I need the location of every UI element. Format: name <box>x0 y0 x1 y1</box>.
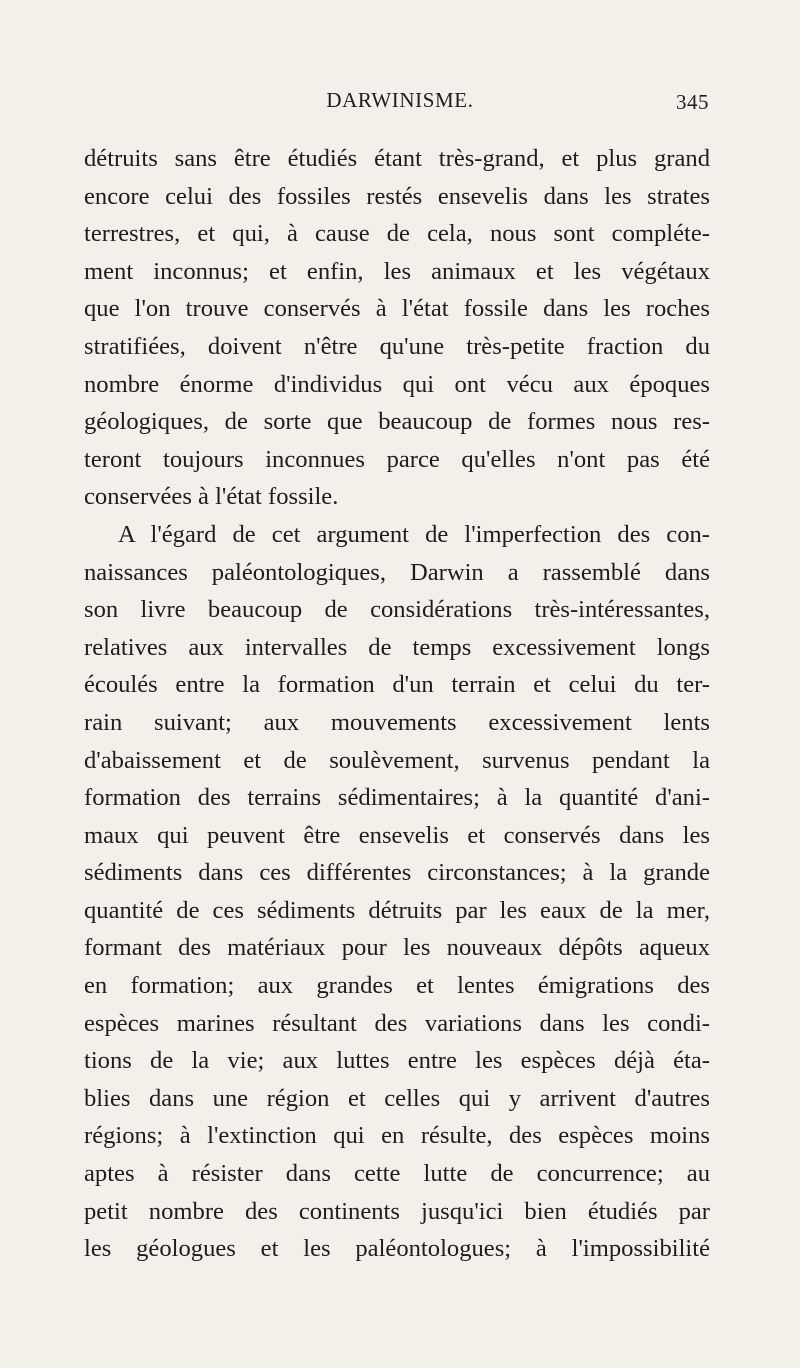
page-number: 345 <box>676 90 709 114</box>
text-line: terrestres, et qui, à cause de cela, nous sont compléte- <box>84 220 710 248</box>
text-line: les géologues et les paléontologues; à l'impossibilité <box>84 1235 710 1263</box>
text-line: écoulés entre la formation d'un terrain et celui du ter- <box>84 671 710 699</box>
text-line: que l'on trouve conservés à l'état fossile dans les roches <box>84 295 710 323</box>
text-line: régions; à l'extinction qui en résulte, des espèces moins <box>84 1122 710 1150</box>
text-line: rain suivant; aux mouvements excessivement lents <box>84 708 710 736</box>
text-line: aptes à résister dans cette lutte de concurrence; au <box>84 1160 710 1188</box>
text-line: en formation; aux grandes et lentes émigrations des <box>84 972 710 1000</box>
text-line: teront toujours inconnues parce qu'elles n'ont pas été <box>84 445 710 473</box>
text-line: tions de la vie; aux luttes entre les espèces déjà éta- <box>84 1047 710 1075</box>
running-head <box>0 88 800 118</box>
text-line: nombre énorme d'individus qui ont vécu aux époques <box>84 370 710 398</box>
text-line: d'abaissement et de soulèvement, survenus pendant la <box>84 746 710 774</box>
text-line: ment inconnus; et enfin, les animaux et les végétaux <box>84 257 710 285</box>
text-line: détruits sans être étudiés étant très-grand, et plus grand <box>84 145 710 172</box>
text-line: son livre beaucoup de considérations très-intéressantes, <box>84 596 710 624</box>
text-line: stratifiées, doivent n'être qu'une très-petite fraction du <box>84 332 710 360</box>
text-line: sédiments dans ces différentes circonstances; à la grande <box>84 859 710 887</box>
body-text <box>84 140 710 1268</box>
text-line: blies dans une région et celles qui y arrivent d'autres <box>84 1084 710 1112</box>
text-line: espèces marines résultant des variations dans les condi- <box>84 1009 710 1037</box>
text-line: A l'égard de cet argument de l'imperfection des con- <box>118 520 710 548</box>
text-line: formation des terrains sédimentaires; à la quantité d'ani- <box>84 784 710 812</box>
text-line: naissances paléontologiques, Darwin a rassemblé dans <box>84 558 710 586</box>
text-line: petit nombre des continents jusqu'ici bien étudiés par <box>84 1197 710 1225</box>
running-title: DARWINISME. <box>326 88 474 112</box>
text-line: formant des matériaux pour les nouveaux dépôts aqueux <box>84 934 710 962</box>
text-line: géologiques, de sorte que beaucoup de formes nous res- <box>84 408 710 436</box>
text-line: encore celui des fossiles restés ensevelis dans les strates <box>84 182 710 210</box>
text-line: maux qui peuvent être ensevelis et conservés dans les <box>84 821 710 849</box>
text-line: conservées à l'état fossile. <box>84 483 339 511</box>
text-line: quantité de ces sédiments détruits par les eaux de la mer, <box>84 896 710 924</box>
text-line: relatives aux intervalles de temps excessivement longs <box>84 633 710 661</box>
